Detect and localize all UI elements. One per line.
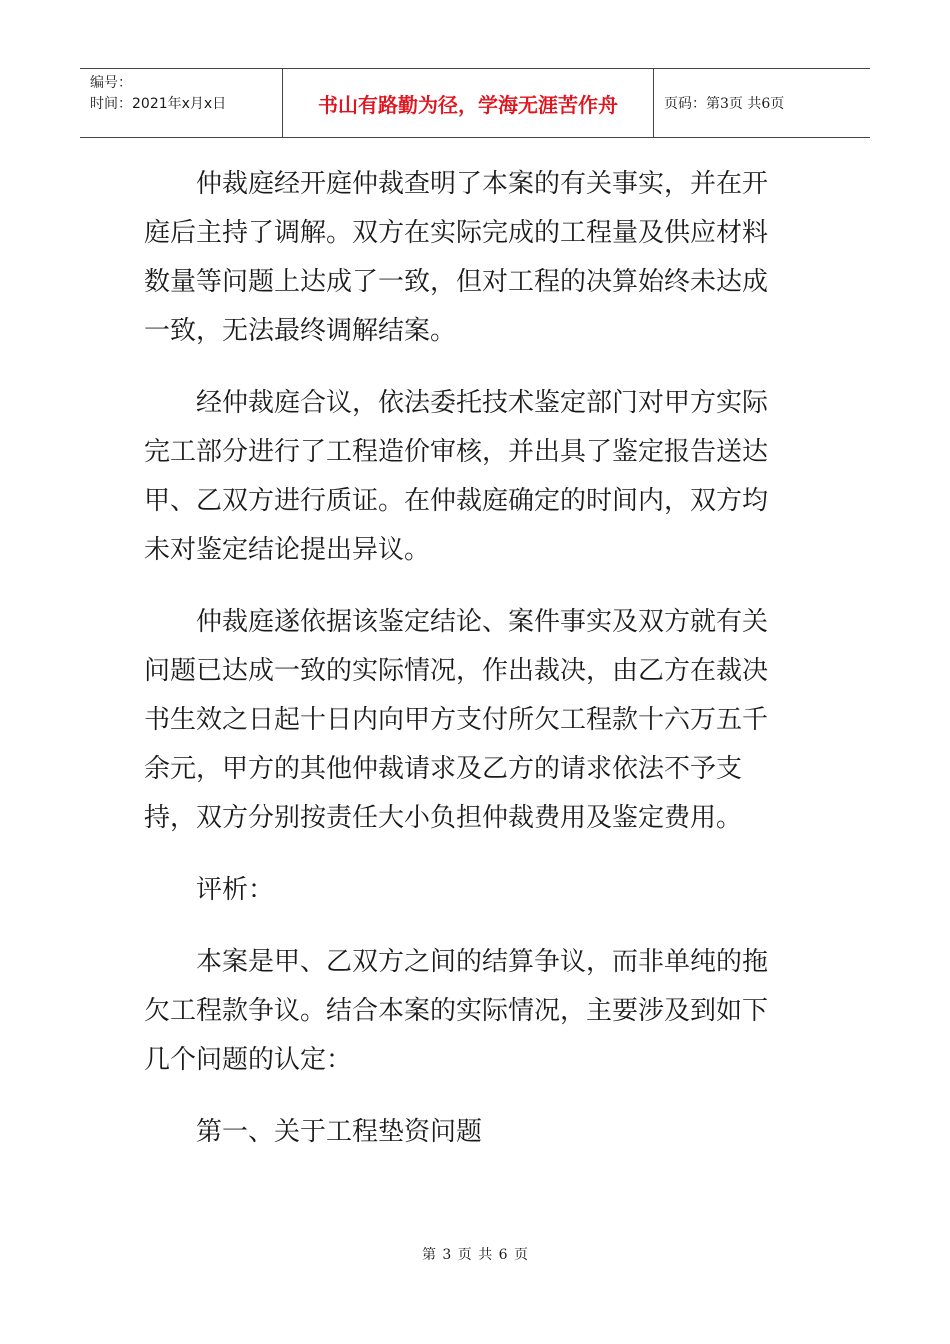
header-page-info: 页码：第3页 共6页: [664, 96, 785, 112]
paragraph-investigation: 仲裁庭经开庭仲裁查明了本案的有关事实，并在开庭后主持了调解。双方在实际完成的工程量及供应材料数量等问题上达成了一致，但对工程的决算始终未达成一致，无法最终调解结案。: [144, 169, 769, 346]
paragraph-analysis: 本案是甲、乙双方之间的结算争议，而非单纯的拖欠工程款争议。结合本案的实际情况，主要涉及到如下几个问题的认定：: [144, 947, 769, 1075]
document-header: [80, 68, 870, 138]
document-time-label: 时间：2021年x月x日: [90, 96, 227, 112]
paragraph-appraisal: 经仲裁庭合议，依法委托技术鉴定部门对甲方实际完工部分进行了工程造价审核，并出具了鉴定报告送达甲、乙双方进行质证。在仲裁庭确定的时间内，双方均未对鉴定结论提出异议。: [144, 388, 769, 565]
document-number-label: 编号：: [90, 75, 132, 91]
header-meta: [80, 69, 282, 137]
paragraph-ruling: 仲裁庭遂依据该鉴定结论、案件事实及双方就有关问题已达成一致的实际情况，作出裁决，由乙方在裁决书生效之日起十日内向甲方支付所欠工程款十六万五千余元，甲方的其他仲裁请求及乙方的请求依法不予支持，双方分别按责任大小负担仲裁费用及鉴定费用。: [144, 607, 769, 833]
section-heading-first: 第一、关于工程垫资问题: [196, 1117, 483, 1147]
document-body: [144, 160, 784, 1180]
page-footer: 第 3 页 共 6 页: [421, 1247, 529, 1263]
paragraph-analysis-heading: 评析：: [196, 875, 275, 905]
header-motto: 书山有路勤为径，学海无涯苦作舟: [282, 69, 654, 137]
